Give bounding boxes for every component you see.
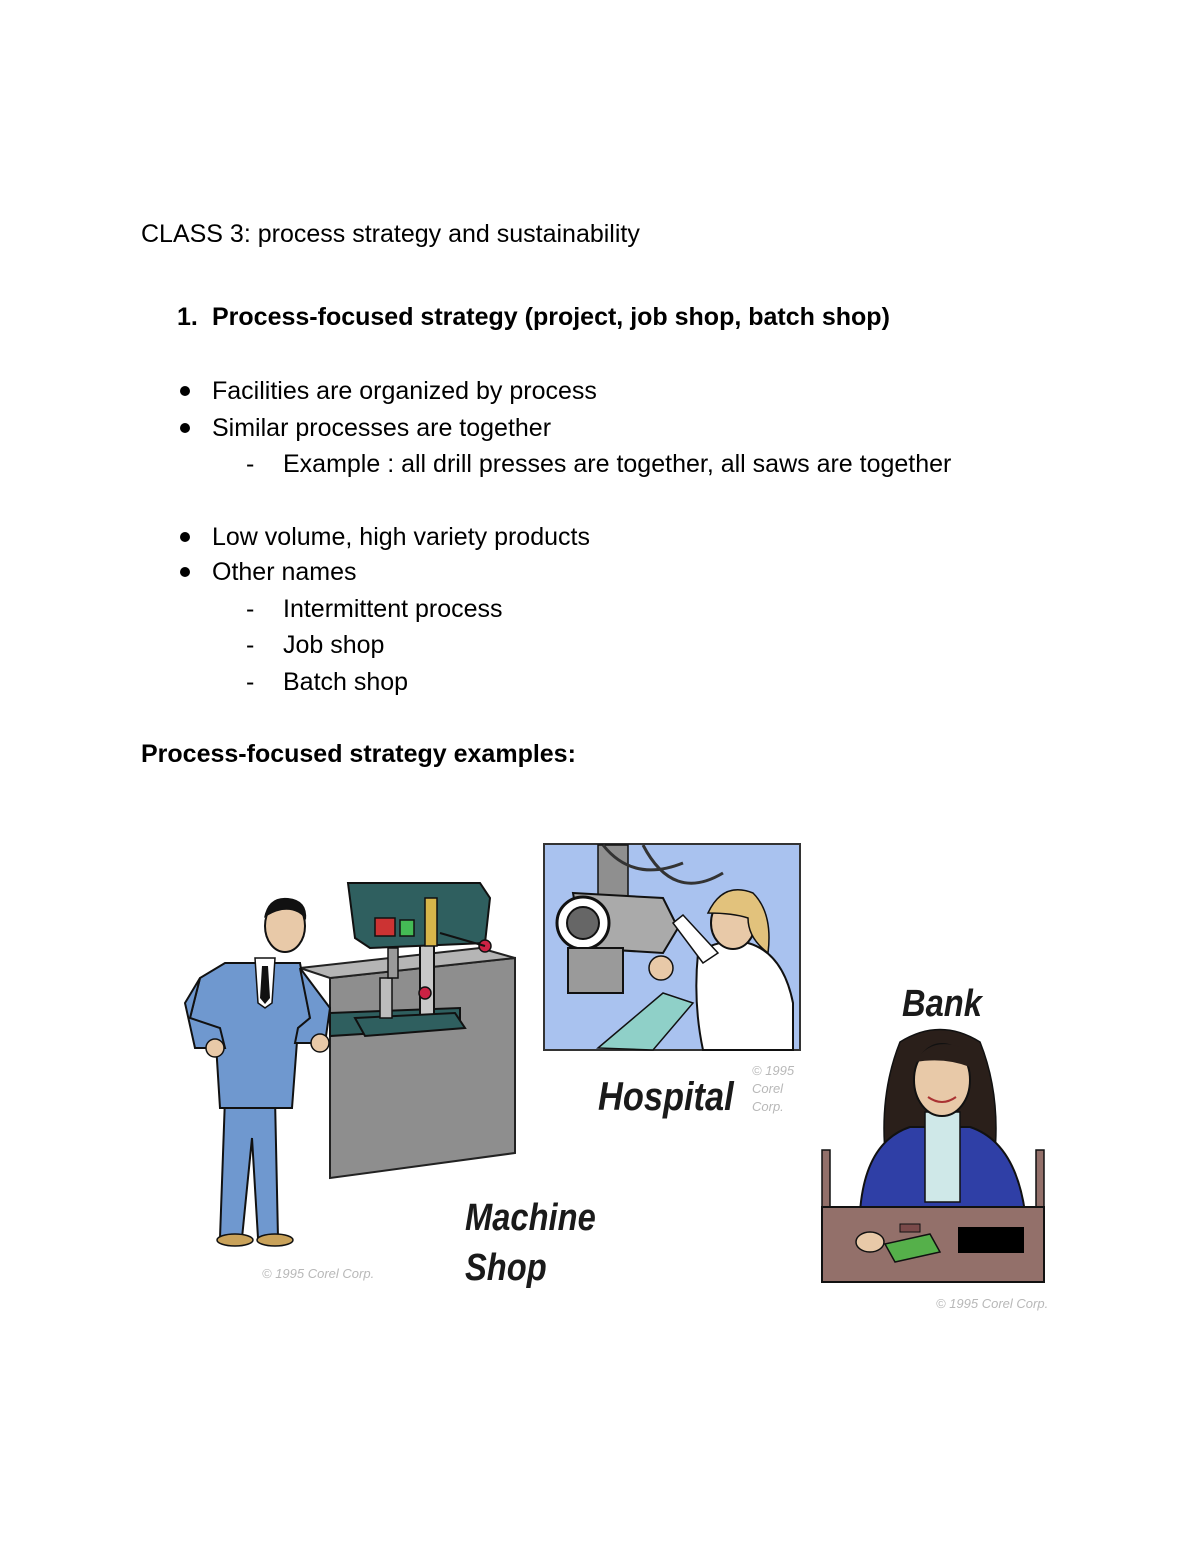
dash-marker: -: [246, 631, 255, 659]
hospital-label: Hospital: [598, 1075, 734, 1119]
list-item: Other names: [212, 558, 357, 586]
hospital-copyright-line3: Corp.: [752, 1099, 784, 1114]
hospital-illustration: [543, 843, 801, 1051]
page-title: CLASS 3: process strategy and sustainability: [141, 220, 640, 248]
machine-shop-copyright: © 1995 Corel Corp.: [262, 1266, 375, 1281]
dash-marker: -: [246, 668, 255, 696]
bullet-dot: [180, 423, 190, 433]
dash-marker: -: [246, 595, 255, 623]
section-number: 1.: [177, 303, 198, 331]
bullet-dot: [180, 386, 190, 396]
bank-copyright: © 1995 Corel Corp.: [936, 1296, 1049, 1311]
section-heading: Process-focused strategy (project, job shop, batch shop): [212, 303, 890, 331]
list-item: Low volume, high variety products: [212, 523, 590, 551]
bank-label: Bank: [902, 983, 982, 1025]
list-item: Facilities are organized by process: [212, 377, 597, 405]
sub-list-item: Batch shop: [283, 668, 409, 696]
sub-list-item: Job shop: [283, 631, 385, 659]
sub-list-item: Intermittent process: [283, 595, 503, 623]
bank-illustration: [820, 1022, 1046, 1284]
bullet-dot: [180, 567, 190, 577]
bullet-dot: [180, 532, 190, 542]
hospital-copyright-line1: © 1995: [752, 1063, 795, 1078]
hospital-copyright-line2: Corel: [752, 1081, 784, 1096]
machine-shop-label-line2: Shop: [465, 1247, 547, 1289]
dash-marker: -: [246, 450, 255, 478]
machine-shop-label-line1: Machine: [465, 1197, 596, 1239]
examples-heading: Process-focused strategy examples:: [141, 740, 576, 768]
sub-list-item: Example : all drill presses are together, all saws are together: [283, 450, 952, 478]
list-item: Similar processes are together: [212, 414, 552, 442]
